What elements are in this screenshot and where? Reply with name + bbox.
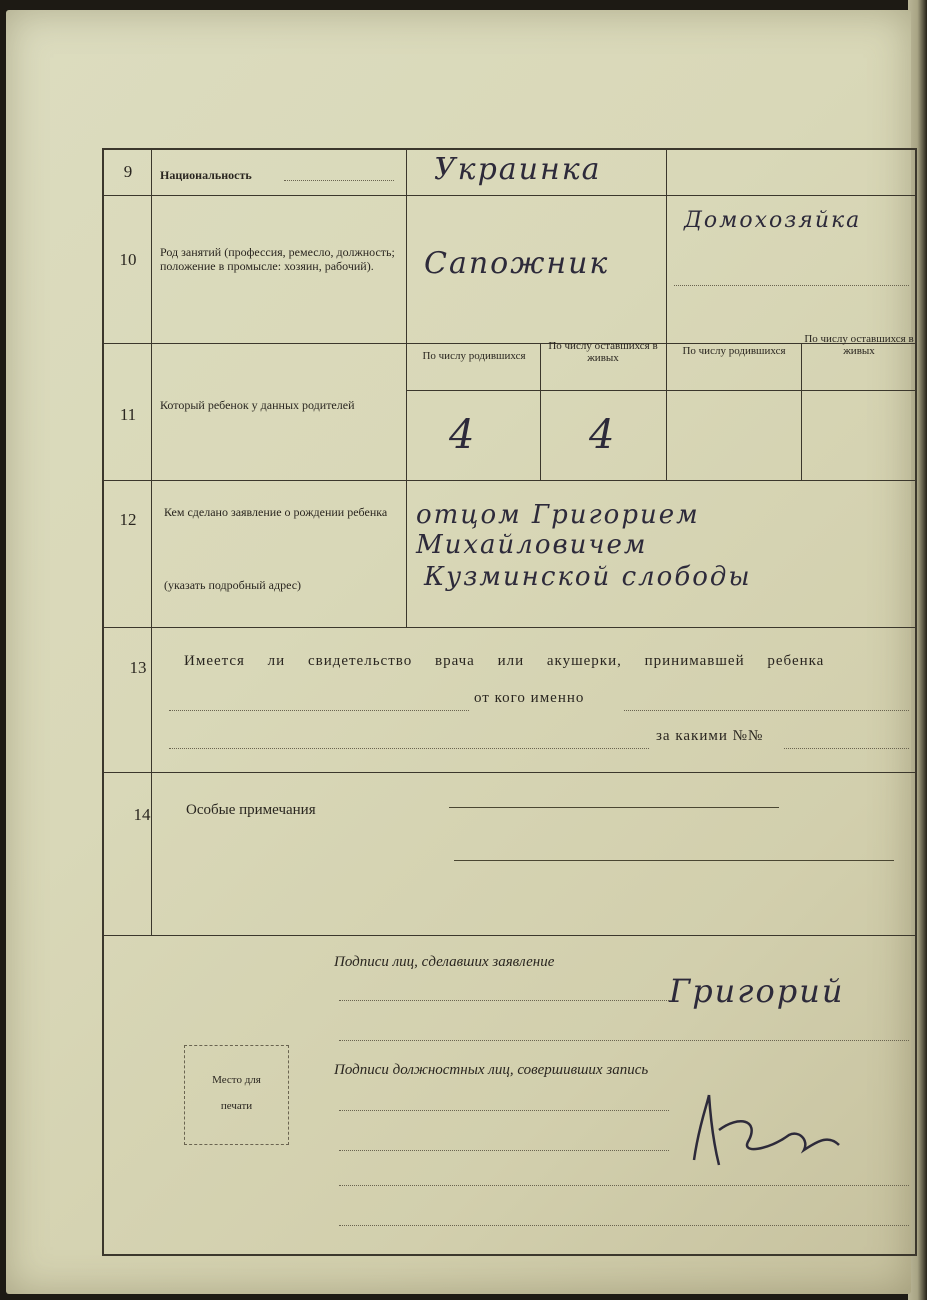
official-signature <box>679 1085 869 1175</box>
special-notes-label: Особые примечания <box>186 802 316 818</box>
dotted-leader <box>674 285 909 286</box>
row-number-11: 11 <box>119 405 137 424</box>
column-divider <box>540 343 541 480</box>
column-divider <box>406 150 407 627</box>
dotted-leader <box>339 1110 669 1111</box>
column-divider <box>801 343 802 480</box>
row-number-13: 13 <box>129 658 147 677</box>
applicant-signature: Григорий <box>669 972 845 1010</box>
dotted-leader <box>339 1040 909 1041</box>
official-signatures-label: Подписи должностных лиц, совершивших запись <box>334 1062 649 1078</box>
from-whom-label: от кого именно <box>474 690 585 706</box>
dotted-leader <box>339 1225 909 1226</box>
header-mother-born: По числу родившихся <box>682 345 786 357</box>
dotted-leader <box>624 710 909 711</box>
declarant-value: отцом Григорием Михайловичем <box>416 500 700 560</box>
certificate-question: Имеется ли свидетельство врача или акушерки, принимавшей ребенка <box>184 653 825 669</box>
dotted-leader <box>339 1185 909 1186</box>
nationality-label: Национальность <box>160 168 252 182</box>
dotted-leader <box>784 748 909 749</box>
declarant-label: Кем сделано заявление о рождении ребенка <box>164 505 388 519</box>
registration-form <box>102 148 917 1256</box>
row-divider <box>104 195 915 196</box>
row-number-12: 12 <box>119 510 137 529</box>
row-number-9: 9 <box>123 162 133 181</box>
column-divider <box>666 343 667 480</box>
row-divider <box>104 480 915 481</box>
row-divider <box>104 627 915 628</box>
dotted-leader <box>339 1150 669 1151</box>
father-occupation-value: Сапожник <box>424 246 610 281</box>
stamp-label-line2: печати <box>220 1100 253 1112</box>
row-divider <box>104 772 915 773</box>
subheader-divider <box>406 390 915 391</box>
declarant-address-value: Кузминской слободы <box>424 562 752 592</box>
mother-occupation-value: Домохозяйка <box>684 208 862 233</box>
nationality-value: Украинка <box>434 152 602 187</box>
row-divider <box>104 935 915 936</box>
dotted-leader <box>339 1000 669 1001</box>
header-mother-living: По числу оставшихся в живых <box>804 333 914 357</box>
dotted-leader <box>284 180 394 181</box>
dotted-leader <box>169 710 469 711</box>
which-numbers-label: за какими №№ <box>656 728 764 744</box>
dotted-leader <box>169 748 649 749</box>
applicant-signatures-label: Подписи лиц, сделавших заявление <box>334 954 555 970</box>
row-number-14: 14 <box>133 805 151 824</box>
stamp-placeholder <box>184 1045 289 1145</box>
notes-line <box>454 860 894 861</box>
header-father-born: По числу родившихся <box>422 350 526 362</box>
stamp-label-line1: Место для <box>212 1074 261 1086</box>
notes-line <box>449 807 779 808</box>
row-number-10: 10 <box>119 250 137 269</box>
occupation-label: Род занятий (профессия, ремесло, должность; положение в промысле: хозяин, рабочий). <box>160 245 395 273</box>
header-father-living: По числу оставшихся в живых <box>548 340 658 364</box>
document-page <box>6 10 914 1294</box>
children-living-value: 4 <box>589 412 617 458</box>
children-born-value: 4 <box>449 412 477 458</box>
row-divider <box>104 343 915 344</box>
child-order-label: Который ребенок у данных родителей <box>160 398 355 412</box>
address-label: (указать подробный адрес) <box>164 578 302 592</box>
